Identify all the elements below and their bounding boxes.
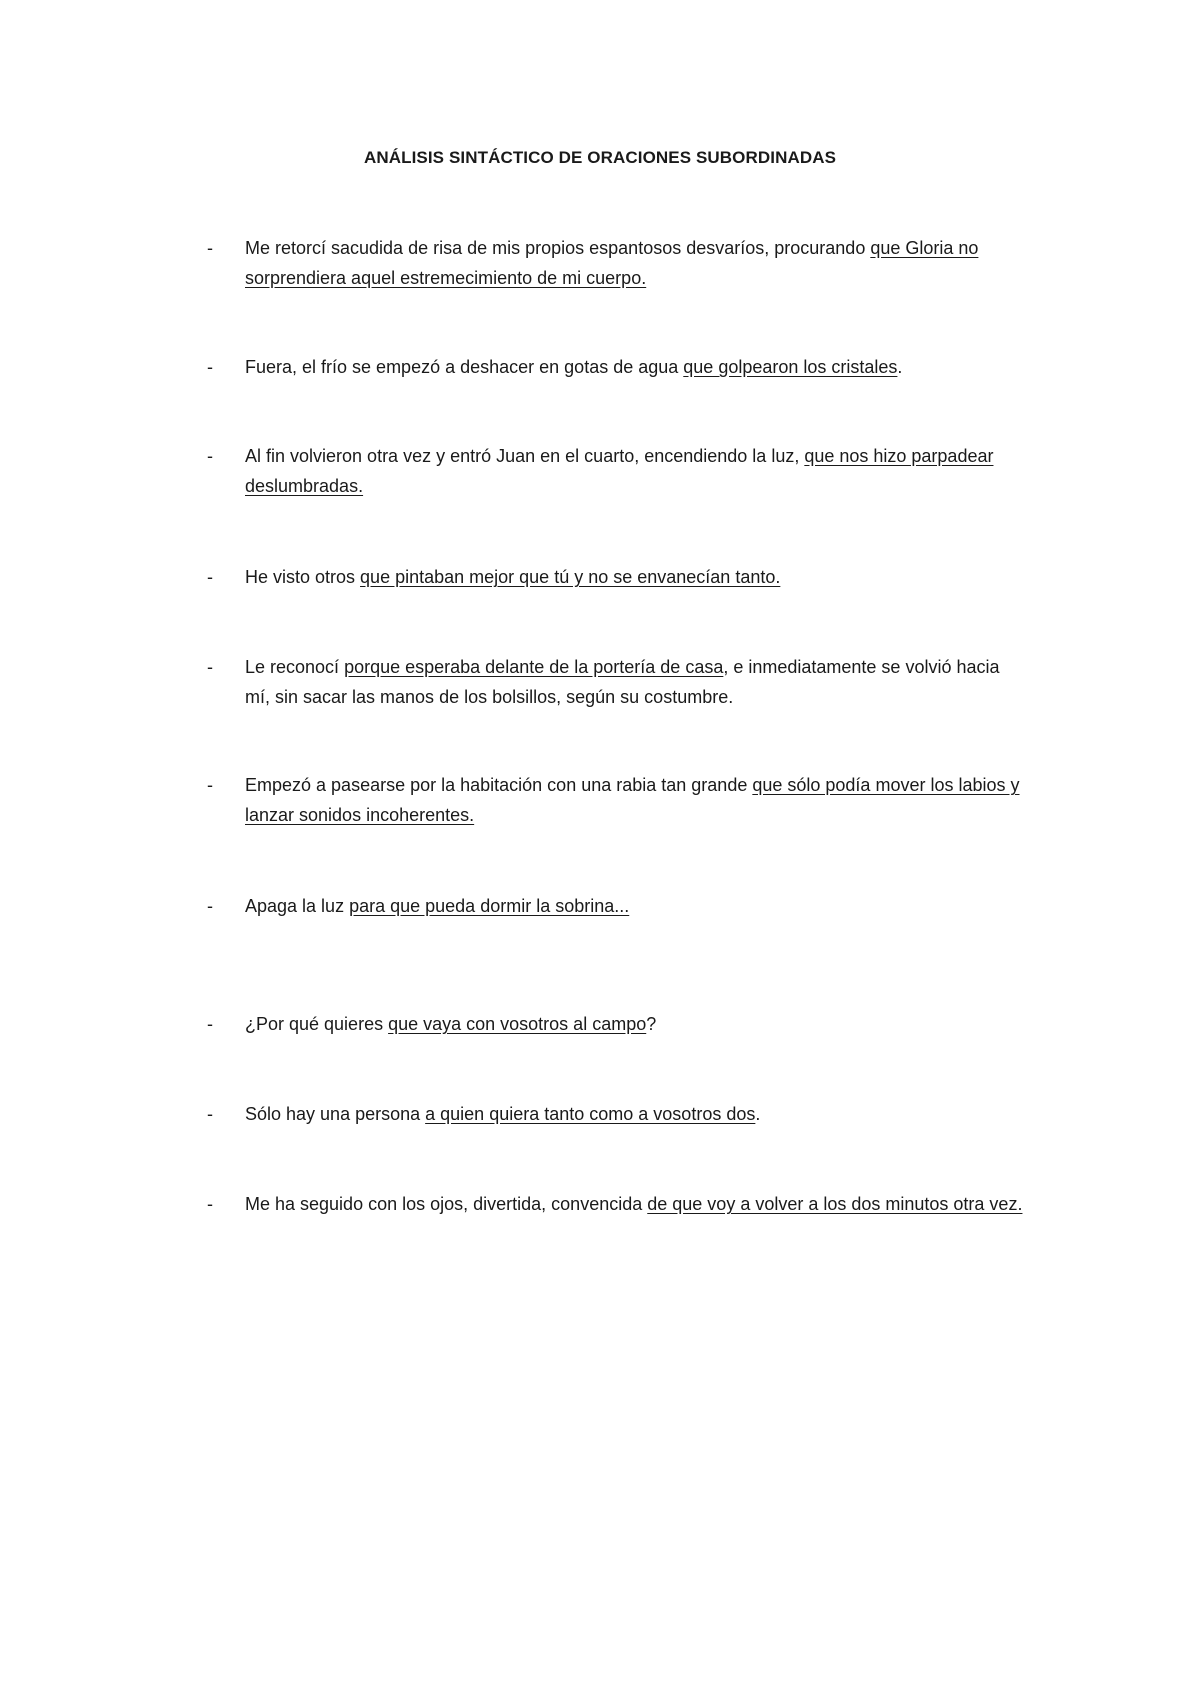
sentence-part: Me ha seguido con los ojos, divertida, convencida: [245, 1194, 648, 1214]
bullet-dash: -: [207, 567, 213, 587]
subordinate-clause: que sólo podía mover los labios y lanzar sonidos incoherentes.: [245, 775, 1020, 825]
sentence-part: ¿Por qué quieres: [245, 1014, 389, 1034]
sentence-text: [245, 352, 1027, 382]
subordinate-clause: que Gloria no sorprendiera aquel estremecimiento de mi cuerpo.: [245, 238, 979, 288]
subordinate-clause: porque esperaba delante de la portería de casa: [344, 657, 724, 677]
bullet-dash: -: [207, 446, 213, 466]
sentence-text: [245, 1189, 1027, 1219]
sentence-text: [245, 891, 1027, 921]
document-title: ANÁLISIS SINTÁCTICO DE ORACIONES SUBORDINADAS: [363, 148, 837, 167]
bullet-dash: -: [207, 896, 213, 916]
sentence-part: Fuera, el frío se empezó a deshacer en gotas de agua: [245, 357, 684, 377]
sentence-text: [245, 1009, 1027, 1039]
bullet-dash: -: [207, 1194, 213, 1214]
bullet-dash: -: [207, 775, 213, 795]
sentence-item: [207, 1099, 1027, 1129]
sentence-item: [207, 1009, 1027, 1039]
sentence-item: [207, 1189, 1027, 1219]
sentence-text: [245, 441, 1027, 501]
subordinate-clause: que golpearon los cristales: [683, 357, 898, 377]
sentence-text: [245, 562, 1027, 592]
sentence-item: [207, 441, 1027, 501]
sentence-text: [245, 233, 1027, 293]
sentence-part: Me retorcí sacudida de risa de mis propios espantosos desvaríos, procurando: [245, 238, 871, 258]
bullet-dash: -: [207, 657, 213, 677]
sentence-part: .: [755, 1104, 761, 1124]
sentence-part: Empezó a pasearse por la habitación con una rabia tan grande: [245, 775, 753, 795]
sentence-text: [245, 652, 1027, 712]
subordinate-clause: de que voy a volver a los dos minutos otra vez.: [647, 1194, 1023, 1214]
sentence-text: [245, 770, 1027, 830]
sentence-item: [207, 891, 1027, 921]
sentence-part: ?: [646, 1014, 657, 1034]
bullet-dash: -: [207, 357, 213, 377]
bullet-dash: -: [207, 1014, 213, 1034]
sentence-part: .: [897, 357, 903, 377]
bullet-dash: -: [207, 1104, 213, 1124]
subordinate-clause: para que pueda dormir la sobrina...: [349, 896, 630, 916]
subordinate-clause: a quien quiera tanto como a vosotros dos: [425, 1104, 756, 1124]
subordinate-clause: que pintaban mejor que tú y no se envanecían tanto.: [360, 567, 781, 587]
subordinate-clause: que vaya con vosotros al campo: [388, 1014, 647, 1034]
bullet-dash: -: [207, 238, 213, 258]
sentence-item: [207, 562, 1027, 592]
sentence-part: Al fin volvieron otra vez y entró Juan en el cuarto, encendiendo la luz,: [245, 446, 805, 466]
sentence-part: , e inmediatamente se volvió hacia mí, sin sacar las manos de los bolsillos, según su costumbre.: [245, 657, 1000, 707]
sentence-part: Apaga la luz: [245, 896, 350, 916]
sentence-item: [207, 652, 1027, 712]
subordinate-clause: que nos hizo parpadear deslumbradas.: [245, 446, 994, 496]
sentence-part: Sólo hay una persona: [245, 1104, 426, 1124]
sentence-text: [245, 1099, 1027, 1129]
sentence-item: [207, 770, 1027, 830]
sentence-part: He visto otros: [245, 567, 361, 587]
sentence-part: Le reconocí: [245, 657, 345, 677]
sentence-item: [207, 233, 1027, 293]
sentence-item: [207, 352, 1027, 382]
